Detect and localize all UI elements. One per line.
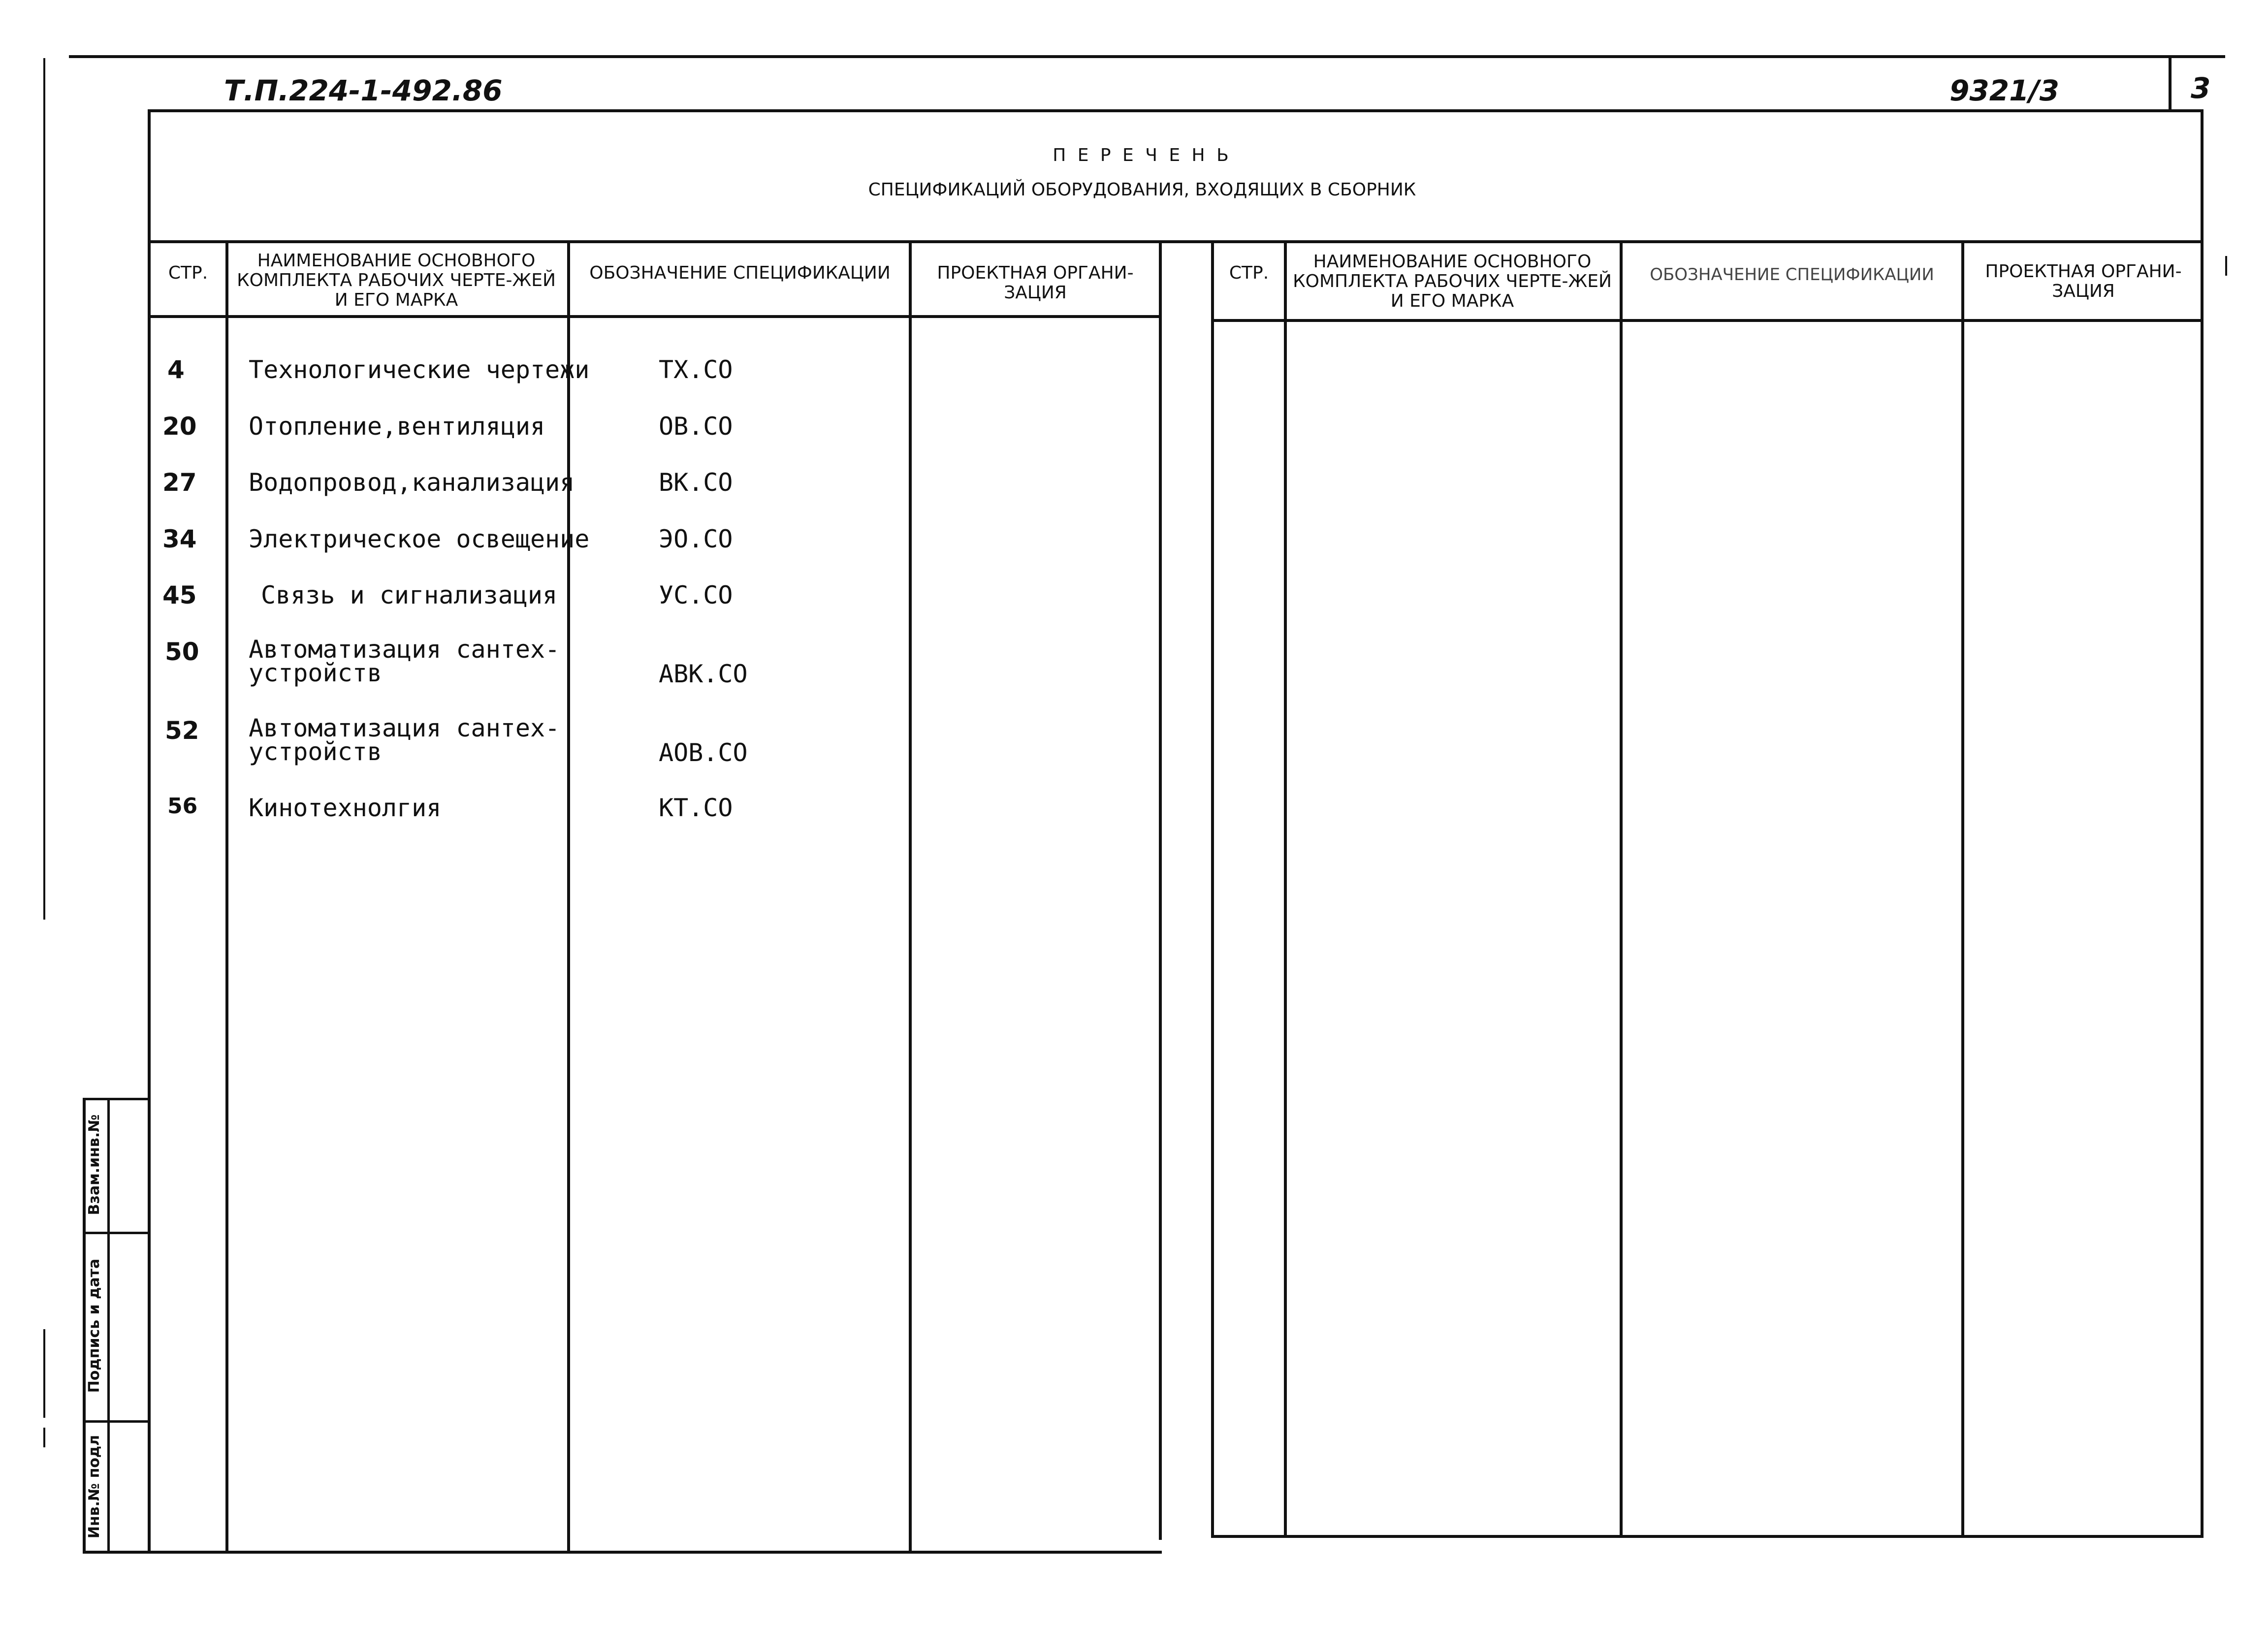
- row-name: Связь и сигнализация: [261, 581, 558, 609]
- right-table-left: [1211, 240, 1214, 1538]
- row-designation: ОВ.СО: [659, 412, 733, 441]
- stamp-field-original-inv: Инв.№ подл: [86, 1435, 103, 1539]
- row-designation: ТХ.СО: [659, 355, 733, 384]
- right-col-sep-1: [1284, 240, 1287, 1538]
- row-name: Кинотехнолгия: [249, 794, 442, 822]
- row-designation: ВК.СО: [659, 468, 733, 497]
- row-name: Водопровод,канализация: [249, 468, 575, 497]
- title-line1: П Е Р Е Ч Е Н Ь: [1053, 145, 1232, 165]
- row-designation: АОВ.СО: [659, 738, 748, 767]
- sheet-number: 3: [2191, 71, 2211, 105]
- sheet-code: 9321/3: [1949, 74, 2059, 107]
- frame-left: [148, 109, 151, 1554]
- row-designation: ЭО.СО: [659, 525, 733, 553]
- stamp-field-replace: Взам.инв.№: [86, 1114, 103, 1215]
- right-col-sep-3: [1961, 240, 1964, 1538]
- frame-right: [2201, 109, 2204, 1537]
- stamp-sep-1: [83, 1232, 149, 1234]
- sheet-number-divider: [2169, 57, 2172, 111]
- margin-mark-middle: [43, 1329, 45, 1418]
- right-edge-mark: [2225, 256, 2227, 276]
- left-header-organization: ПРОЕКТНАЯ ОРГАНИ-ЗАЦИЯ: [937, 263, 1134, 303]
- row-designation: АВК.СО: [659, 660, 748, 688]
- right-col-sep-2: [1620, 240, 1623, 1538]
- right-header-bottom: [1211, 319, 2204, 322]
- frame-bottom-left: [84, 1551, 1162, 1554]
- top-border-line: [69, 55, 2225, 58]
- title-line2: СПЕЦИФИКАЦИЙ ОБОРУДОВАНИЯ, ВХОДЯЩИХ В СБОРНИК: [868, 180, 1416, 200]
- title-underline: [148, 240, 2204, 243]
- row-page: 45: [162, 581, 197, 609]
- row-page: 20: [162, 412, 197, 441]
- row-designation: КТ.СО: [659, 794, 733, 822]
- row-name: Технологические чертежи: [249, 355, 590, 384]
- row-page: 27: [162, 468, 197, 497]
- left-table-right: [1159, 240, 1162, 1540]
- stamp-field-signature: Подпись и дата: [86, 1258, 103, 1393]
- row-page: 56: [167, 794, 198, 819]
- stamp-inner-edge: [107, 1098, 110, 1554]
- row-page: 50: [165, 638, 199, 666]
- left-header-bottom: [148, 315, 1162, 318]
- row-name: Автоматизация сантех- устройств: [249, 714, 560, 766]
- left-header-page: СТР.: [168, 263, 208, 283]
- row-name: Электрическое освещение: [249, 525, 590, 553]
- left-col-sep-1: [225, 240, 228, 1554]
- row-designation: УС.СО: [659, 581, 733, 609]
- left-col-sep-3: [909, 240, 912, 1554]
- margin-mark-bottom: [43, 1428, 45, 1447]
- right-header-designation: ОБОЗНАЧЕНИЕ СПЕЦИФИКАЦИИ: [1650, 265, 1934, 285]
- right-header-page: СТР.: [1229, 263, 1269, 283]
- right-header-organization: ПРОЕКТНАЯ ОРГАНИ-ЗАЦИЯ: [1985, 261, 2182, 301]
- row-page: 4: [167, 355, 185, 384]
- frame-bottom-right: [1211, 1535, 2204, 1538]
- frame-top: [148, 109, 2201, 112]
- left-col-sep-2: [567, 240, 570, 1554]
- row-page: 34: [162, 525, 197, 553]
- doc-code: Т.П.224-1-492.86: [224, 74, 503, 107]
- row-name: Автоматизация сантех- устройств: [249, 635, 560, 687]
- right-header-name: НАИМЕНОВАНИЕ ОСНОВНОГО КОМПЛЕКТА РАБОЧИХ ЧЕРТЕ-ЖЕЙ И ЕГО МАРКА: [1293, 252, 1612, 311]
- row-page: 52: [165, 716, 199, 745]
- left-header-name: НАИМЕНОВАНИЕ ОСНОВНОГО КОМПЛЕКТА РАБОЧИХ ЧЕРТЕ-ЖЕЙ И ЕГО МАРКА: [237, 251, 556, 310]
- margin-mark-top: [43, 58, 45, 920]
- row-name: Отопление,вентиляция: [249, 412, 545, 441]
- left-header-designation: ОБОЗНАЧЕНИЕ СПЕЦИФИКАЦИИ: [589, 263, 891, 283]
